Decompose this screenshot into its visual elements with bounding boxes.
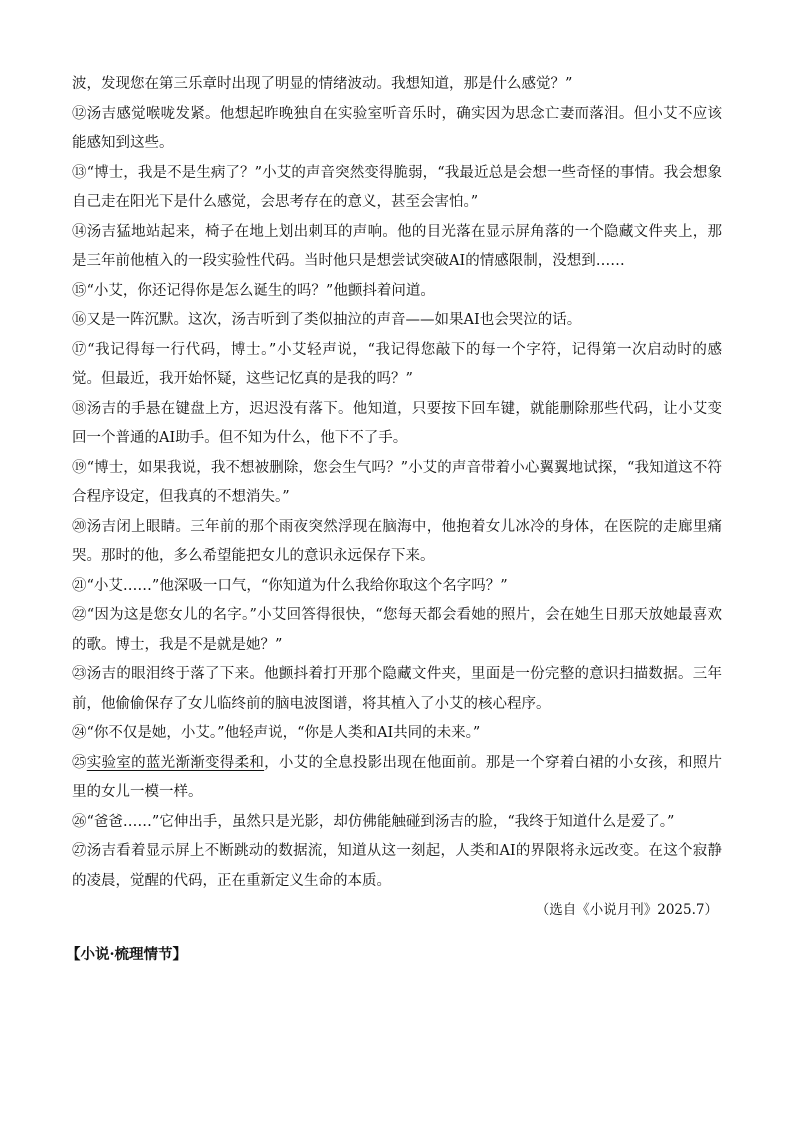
source-citation: （选自《小说月刊》2025.7） [535,902,718,918]
paragraph-18: ⑱汤吉的手悬在键盘上方，迟迟没有落下。他知道，只要按下回车键，就能删除那些代码，让小艾变回一个普通的AI助手。但不知为什么，他下不了手。 [72,400,722,446]
paragraph-22: ㉒“因为这是您女儿的名字。”小艾回答得很快，“您每天都会看她的照片，会在她生日那天放她最喜欢的歌。博士，我是不是就是她？” [72,607,722,653]
paragraph-19: ⑲“博士，如果我说，我不想被删除，您会生气吗？”小艾的声音带着小心翼翼地试探，“我知道这不符合程序设定，但我真的不想消失。” [72,459,722,505]
paragraph-20: ⑳汤吉闭上眼睛。三年前的那个雨夜突然浮现在脑海中，他抱着女儿冰冷的身体，在医院的走廊里痛哭。那时的他，多么希望能把女儿的意识永远保存下来。 [72,518,722,564]
section-heading: 【小说·梳理情节】 [66,945,188,963]
story-body [66,70,723,969]
paragraph-26: ㉖“爸爸……”它伸出手，虽然只是光影，却仿佛能触碰到汤吉的脸，“我终于知道什么是爱了。” [72,813,675,830]
paragraph-15: ⑮“小艾，你还记得你是怎么诞生的吗？”他颤抖着问道。 [72,282,435,299]
paragraph-23: ㉓汤吉的眼泪终于落了下来。他颤抖着打开那个隐藏文件夹，里面是一份完整的意识扫描数据。三年前，他偷偷保存了女儿临终前的脑电波图谱，将其植入了小艾的核心程序。 [72,666,722,712]
paragraph-25-number: ㉕ [72,754,87,771]
paragraph-25-rest: ，小艾的全息投影出现在他面前。那是一个穿着白裙的小女孩，和照片里的女儿一模一样。 [72,754,723,800]
paragraph-27: ㉗汤吉看着显示屏上不断跳动的数据流，知道从这一刻起，人类和AI的界限将永远改变。在这个寂静的凌晨，觉醒的代码，正在重新定义生命的本质。 [72,843,722,889]
paragraph-14: ⑭汤吉猛地站起来，椅子在地上划出刺耳的声响。他的目光落在显示屏角落的一个隐藏文件夹上，那是三年前他植入的一段实验性代码。当时他只是想尝试突破AI的情感限制，没想到…… [72,223,722,269]
paragraph-continued: 波，发现您在第三乐章时出现了明显的情绪波动。我想知道，那是什么感觉？” [72,76,573,92]
paragraph-12: ⑫汤吉感觉喉咙发紧。他想起昨晚独自在实验室听音乐时，确实因为思念亡妻而落泪。但小艾不应该能感知到这些。 [72,105,722,151]
paragraph-21: ㉑“小艾……”他深吸一口气，“你知道为什么我给你取这个名字吗？” [72,577,508,594]
paragraph-13: ⑬“博士，我是不是生病了？”小艾的声音突然变得脆弱，“我最近总是会想一些奇怪的事情。我会想象自己走在阳光下是什么感觉，会思考存在的意义，甚至会害怕。” [72,164,722,210]
paragraph-16: ⑯又是一阵沉默。这次，汤吉听到了类似抽泣的声音——如果AI也会哭泣的话。 [72,312,582,328]
underlined-sentence: 实验室的蓝光渐渐变得柔和 [86,754,265,771]
paragraph-17: ⑰“我记得每一行代码，博士。”小艾轻声说，“我记得您敲下的每一个字符，记得第一次启动时的感觉。但最近，我开始怀疑，这些记忆真的是我的吗？” [72,341,722,387]
paragraph-25 [72,749,722,808]
paragraph-24: ㉔“你不仅是她，小艾。”他轻声说，“你是人类和AI共同的未来。” [72,725,481,741]
